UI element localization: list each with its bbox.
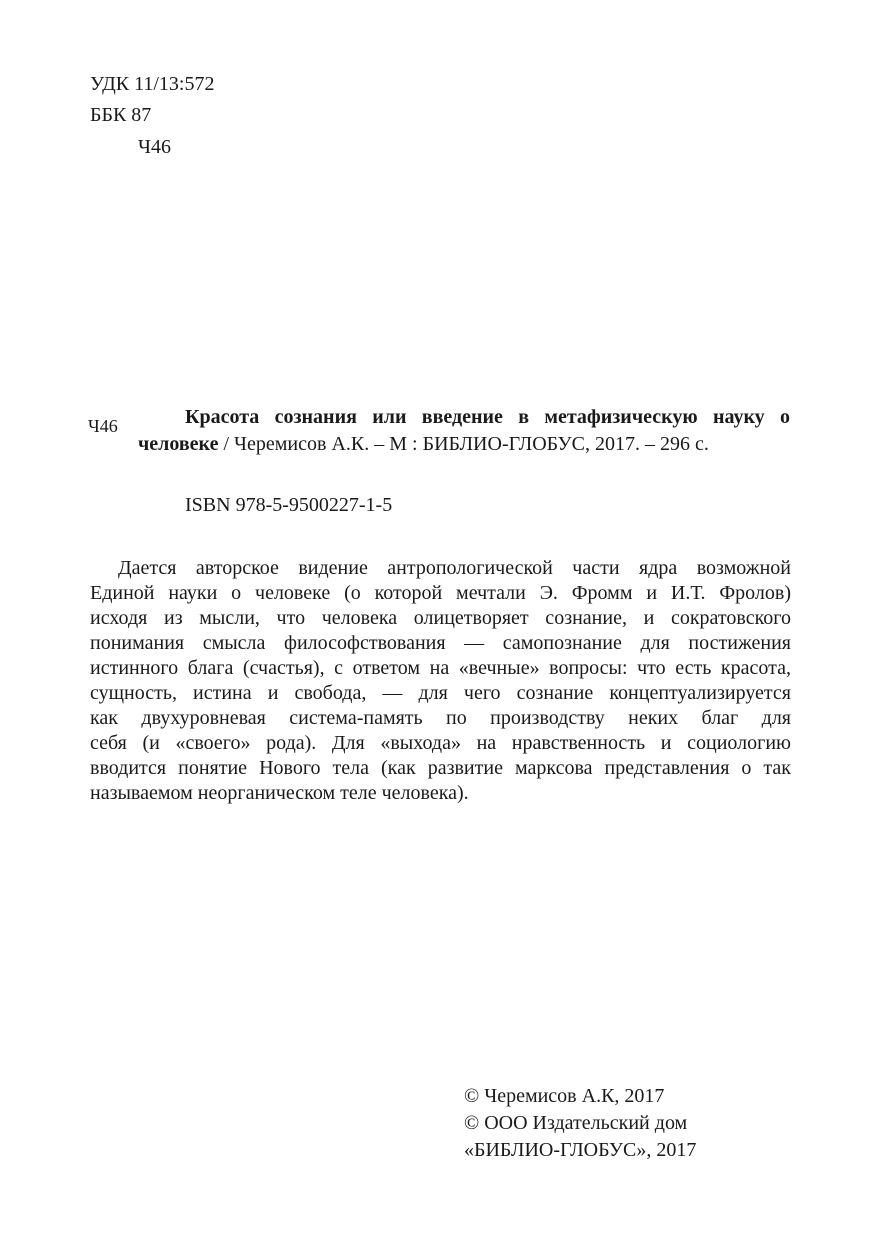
annotation-line: вводится понятие Нового тела (как развитие марксова представления о так — [90, 757, 791, 779]
annotation-line: как двухуровневая система-память по производству неких благ для — [90, 707, 791, 729]
annotation-line: исходя из мысли, что человека олицетворяет сознание, и сократовского — [90, 607, 791, 629]
copyright-publisher-name: «БИБЛИО-ГЛОБУС», 2017 — [464, 1139, 697, 1161]
imprint: / Черемисов А.К. – М : БИБЛИО-ГЛОБУС, 2017. – 296 с. — [218, 433, 709, 455]
annotation-line: сущность, истина и свобода, — для чего сознание концептуализируется — [90, 682, 791, 704]
bibliographic-line — [138, 433, 709, 456]
author-code: Ч46 — [138, 136, 171, 158]
annotation-line: понимания смысла философствования — самопознание для постижения — [90, 632, 791, 654]
annotation-line: истинного блага (счастья), с ответом на «вечные» вопросы: что есть красота, — [90, 657, 791, 679]
annotation-line: Дается авторское видение антропологической части ядра возможной — [118, 557, 791, 579]
isbn: ISBN 978-5-9500227-1-5 — [185, 494, 393, 516]
book-title: Красота сознания или введение в метафизическую науку о — [185, 406, 790, 428]
copyright-block — [464, 1083, 696, 1164]
annotation-line: называемом неорганическом теле человека). — [90, 782, 469, 804]
annotation-line: Единой науки о человеке (о которой мечтали Э. Фромм и И.Т. Фролов) — [90, 582, 791, 604]
copyright-author: © Черемисов А.К, 2017 — [464, 1085, 665, 1107]
book-title-end: человеке — [138, 433, 219, 455]
bbk-code: ББК 87 — [90, 104, 152, 126]
annotation — [90, 556, 791, 806]
udk-code: УДК 11/13:572 — [90, 73, 215, 95]
entry-author-code: Ч46 — [88, 416, 118, 436]
annotation-line: себя (и «своего» рода). Для «выхода» на нравственность и социологию — [90, 732, 791, 754]
copyright-publisher: © ООО Издательский дом — [464, 1112, 688, 1134]
